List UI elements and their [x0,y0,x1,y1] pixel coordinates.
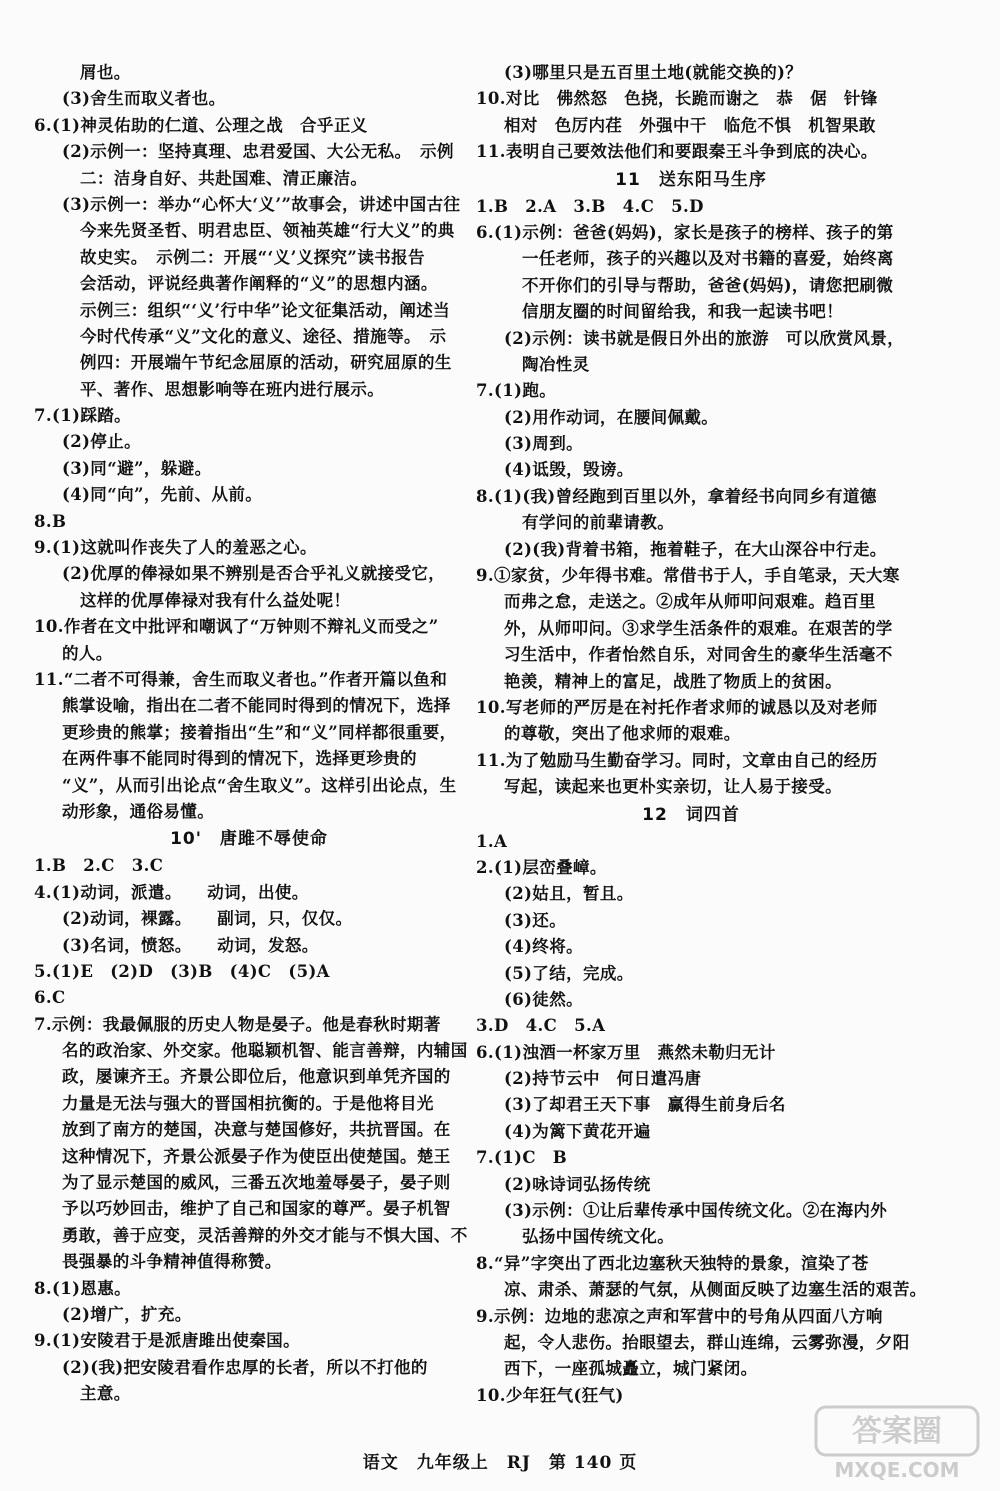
answer-line: 陶冶性灵 [522,354,590,374]
answer-line: 政，屡谏齐王。齐景公即位后，他意识到单凭齐国的 [62,1067,451,1087]
watermark-logo [812,1403,982,1481]
answer-line: 放到了南方的楚国，决意与楚国修好，共抗晋国。在 [62,1120,451,1140]
answer-line: 例四：开展端午节纪念屈原的活动，研究屈原的生 [80,353,452,373]
answer-line: 11.表明自己要效法他们和要跟秦王斗争到底的决心。 [476,142,878,162]
right-column [476,60,927,1409]
answer-line: 相对 色厉内荏 外强中干 临危不惧 机智果敢 [504,115,876,135]
answer-line: 示例三：组织“‘义’行中华”论文征集活动，阐述当 [80,300,451,320]
answer-line: 8.B [34,511,67,531]
answer-line: 1.A [476,831,508,851]
answer-line: 畏强暴的斗争精神值得称赞。 [62,1252,282,1272]
answer-line: 10.作者在文中批评和嘲讽了“万钟则不辩礼义而受之” [34,617,439,637]
answer-line: 7.(1)跑。 [476,381,557,401]
answer-line: 6.C [34,988,66,1008]
answer-line: (4)终将。 [504,937,583,957]
answer-line: 这种情况下，齐景公派晏子作为使臣出使楚国。楚王 [62,1146,451,1166]
answer-line: 4.(1)动词，派遣。 动词，出使。 [34,882,309,902]
watermark-title: 答案圈 [852,1414,942,1449]
answer-line: (3)了却君王天下事 赢得生前身后名 [504,1095,786,1115]
answer-line: 屑也。 [80,63,131,82]
answer-line: 的人。 [62,643,113,663]
answer-line: (2)示例：读书就是假日外出的旅游 可以欣赏风景， [504,328,905,348]
answer-line: 熊掌设喻，指出在二者不能同时得到的情况下，选择 [62,696,451,716]
answer-line: 信朋友圈的时间留给我，和我一起读书吧！ [522,302,844,322]
answer-line: (6)徒然。 [504,989,583,1009]
answer-line: 外，从师叩问。③求学生活条件的艰难。在艰苦的学 [504,618,893,638]
answer-line: 予以巧妙回击，维护了自己和国家的尊严。晏子机智 [62,1199,451,1219]
answer-line: (2)(我)把安陵君看作忠厚的长者，所以不打他的 [62,1357,428,1377]
answer-line: 8.(1)(我)曾经跑到百里以外，拿着经书向同乡有道德 [476,486,877,506]
answer-line: (2)停止。 [62,432,141,452]
answer-line: (5)了结，完成。 [504,963,634,983]
answer-line: 6.(1)示例：爸爸(妈妈)，家长是孩子的榜样、孩子的第 [476,222,894,242]
answer-line: 一任老师，孩子的兴趣以及对书籍的喜爱，始终离 [522,249,894,269]
answer-line: (3)周到。 [504,434,583,454]
answer-line: 2.(1)层峦叠嶂。 [476,857,607,877]
answer-line: 8.“异”字突出了西北边塞秋天独特的景象，渲染了苍 [476,1253,869,1273]
answer-line: 5.(1)E (2)D (3)B (4)C (5)A [34,961,330,981]
answer-line: (3)还。 [504,910,567,930]
answer-line: (2)(我)背着书箱，拖着鞋子，在大山深谷中行走。 [504,539,887,559]
answer-line: (2)动词，裸露。 副词，只，仅仅。 [62,909,353,929]
answer-line: 二：洁身自好、共赴国难、清正廉洁。 [80,168,368,188]
answer-line: 7.示例：我最佩服的历史人物是晏子。他是春秋时期著 [34,1014,441,1034]
answer-line: 在两件事不能同时得到的情况下，选择更珍贵的 [62,749,417,769]
answer-line: (4)同“向”，先前、从前。 [62,485,263,505]
answer-line: 有学问的前辈请教。 [522,513,675,533]
answer-line: 今时代传承“义”文化的意义、途径、措施等。 示 [80,326,447,346]
answer-line: (3)哪里只是五百里土地(就能交换的)？ [504,63,803,82]
answer-line: 为了显示楚国的威风，三番五次地羞辱晏子，晏子则 [62,1173,451,1193]
answer-line: 而弗之怠，走送之。②成年从师叩问艰难。趋百里 [504,592,876,612]
answer-line: 故史实。 示例二：开展“‘义’义探究”读书报告 [80,247,425,267]
answer-line: 6.(1)浊酒一杯家万里 燕然未勒归无计 [476,1042,776,1062]
answer-line: 动形象，通俗易懂。 [62,801,215,821]
answer-line: 艳羡，精神上的富足，战胜了物质上的贫困。 [504,671,842,691]
answer-line: 力量是无法与强大的晋国相抗衡的。于是他将目光 [62,1093,434,1113]
answer-line: (2)姑且，暂且。 [504,884,634,904]
answer-line: 凉、肃杀、萧瑟的气氛，从侧面反映了边塞生活的艰苦。 [504,1280,927,1300]
left-column [34,60,468,1408]
answer-line: 11.为了勉励马生勤奋学习。同时，文章由自己的经历 [476,750,878,770]
answer-line: (4)诋毁，毁谤。 [504,460,634,480]
answer-line: (4)为篱下黄花开遍 [504,1121,651,1141]
answer-line: 不开你们的引导与帮助，爸爸(妈妈)，请您把刷微 [522,275,894,295]
answer-line: 10.对比 佛然怒 色挠，长跪而谢之 恭 倨 针锋 [476,89,878,109]
answer-line: 起，令人悲伤。抬眼望去，群山连绵，云雾弥漫，夕阳 [504,1332,910,1352]
answer-line: 8.(1)恩惠。 [34,1278,132,1298]
section-title: 11 送东阳马生序 [615,169,767,190]
answer-line: 勇敢，善于应变，灵活善辩的外交才能与不惧大国、不 [62,1225,468,1245]
answer-line: 6.(1)神灵佑助的仁道、公理之战 合乎正义 [34,115,368,135]
answer-line: 7.(1)踩踏。 [34,406,132,426]
answer-line: 写起，读起来也更朴实亲切，让人易于接受。 [504,777,842,797]
answer-line: (3)舍生而取义者也。 [62,89,226,109]
section-title: 10' 唐雎不辱使命 [170,829,328,850]
answer-line: 11.“二者不可得兼，舍生而取义者也。”作者开篇以鱼和 [34,669,448,689]
answer-line: (3)示例一：举办“心怀大‘义’”故事会，讲述中国古往 [62,194,461,214]
answer-line: 习生活中，作者怡然自乐，对同舍生的豪华生活毫不 [504,645,893,665]
answer-line: 主意。 [80,1384,131,1404]
answer-line: (2)增广，扩充。 [62,1304,192,1324]
answer-line: (3)示例：①让后辈传承中国传统文化。②在海内外 [504,1201,888,1221]
answer-line: 1.B 2.A 3.B 4.C 5.D [476,196,704,216]
answer-line: 10.少年狂气(狂气) [476,1385,624,1405]
answer-line: 3.D 4.C 5.A [476,1016,606,1036]
answer-line: 这样的优厚俸禄对我有什么益处呢！ [80,590,351,610]
answer-line: 10.写老师的严厉是在衬托作者求师的诚恳以及对老师 [476,697,878,717]
answer-line: (2)咏诗词弘扬传统 [504,1174,651,1194]
answer-line: 名的政治家、外交家。他聪颖机智、能言善辩，内辅国 [62,1041,468,1061]
section-title: 12 词四首 [642,804,740,825]
answer-line: 弘扬中国传统文化。 [522,1227,675,1247]
answer-line: 1.B 2.C 3.C [34,856,164,876]
answer-line: (2)优厚的俸禄如果不辨别是否合乎礼义就接受它， [62,564,446,584]
answer-line: (2)持节云中 何日遣冯唐 [504,1069,702,1089]
page-footer: 语文 九年级上 RJ 第 140 页 [362,1453,638,1473]
answer-line: “义”，从而引出论点“舍生取义”。这样引出论点，生 [62,775,457,795]
watermark-url: MXQE.COM [834,1458,960,1481]
answer-line: 9.示例：边地的悲凉之声和军营中的号角从四面八方响 [476,1306,883,1326]
answer-line: (3)同“避”，躲避。 [62,458,212,478]
answer-line: (2)用作动词，在腰间佩戴。 [504,407,719,427]
answer-line: 今来先贤圣哲、明君忠臣、领袖英雄“行大义”的典 [80,221,455,241]
answer-line: 7.(1)C B [476,1148,568,1168]
answer-line: 9.(1)安陵君于是派唐雎出使秦国。 [34,1331,301,1351]
answer-line: 更珍贵的熊掌；接着指出“生”和“义”同样都很重要， [62,722,457,742]
answer-line: 9.①家贫，少年得书难。常借书于人，手自笔录，天大寒 [476,566,900,586]
answer-line: (3)名词，愤怒。 动词，发怒。 [62,935,319,955]
answer-line: 西下，一座孤城矗立，城门紧闭。 [504,1359,758,1379]
answer-line: 平、著作、思想影响等在班内进行展示。 [80,379,385,399]
answer-line: 会活动，评说经典著作阐释的“义”的思想内涵。 [80,274,438,294]
answer-line: 9.(1)这就叫作丧失了人的羞恶之心。 [34,538,317,558]
answer-line: 的尊敬，突出了他求师的艰难。 [504,724,741,744]
answer-line: (2)示例一：坚持真理、忠君爱国、大公无私。 示例 [62,142,454,162]
